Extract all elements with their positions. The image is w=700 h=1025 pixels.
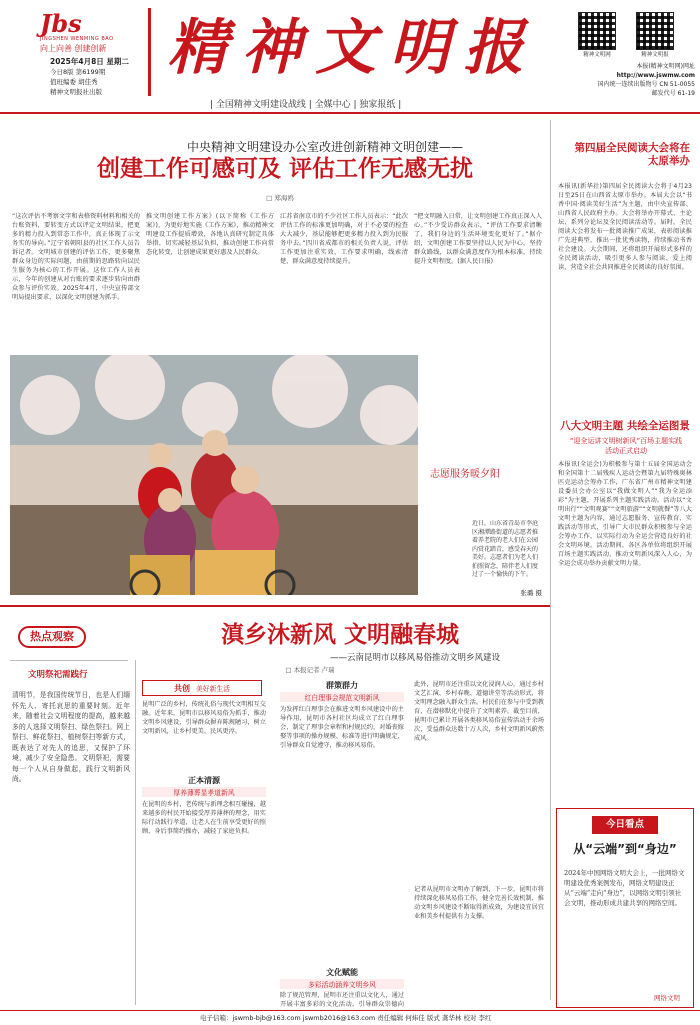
qr-icon <box>578 12 616 50</box>
story-column: 在昆明的乡村，老传统与新理念相互碰撞，越来越多的村民开始接受厚养薄葬的理念，用实际行动践行孝道，让老人在生前享受更好的照顾，身后事简约操办，减轻了家庭负担。 <box>142 801 266 835</box>
qr-code-newspaper[interactable] <box>636 12 679 58</box>
column-divider <box>135 660 136 1005</box>
section-rule <box>0 605 550 607</box>
issue-line: 精神文明报社出版 <box>50 88 102 96</box>
section-label: 正本清源 <box>188 776 220 785</box>
qr-label: 精神文明报 <box>641 52 669 58</box>
pub-info-line[interactable]: http://www.jswmw.com <box>616 72 695 79</box>
story-column: 为发挥红白理事会在推进文明乡风建设中的主导作用，昆明市各村社区均成立了红白理事会，制定了理事会章程和村规民约，对婚丧嫁娶等事项的操办规模、标准等进行明确规定，引导群众自觉遵守，推动移风易俗。 <box>280 706 404 749</box>
issue-date: 2025年4月8日 星期二 <box>50 57 129 66</box>
story-column: 记者从昆明市文明办了解到，下一步，昆明市将持续深化移风易俗工作，健全完善长效机制，推动文明乡风建设不断取得新成效，为建设宜居宜业和美乡村提供有力支撑。 <box>414 886 544 920</box>
story-column: 除了规范管理，昆明市还注重以文化人，通过开展丰富多彩的文化活动，引导群众崇德向 <box>280 992 404 1007</box>
side-column-body: 清明节，是我国传统节日，也是人们缅怀先人、寄托哀思的重要时刻。近年来，随着社会文明程度的提高，越来越多的人选择文明祭扫、绿色祭扫。网上祭扫、鲜花祭扫、植树祭扫等新方式，既表达了对先人的追思，又保护了环境，减少了安全隐患。文明祭祀，需要每一个人从自身做起，践行文明新风尚。 <box>12 691 130 783</box>
lead-kicker: 中央精神文明建设办公室改进创新精神文明创建—— <box>186 140 463 154</box>
section-label: 群策群力 <box>326 681 358 690</box>
hot-observation-badge: 热点观察 <box>18 626 86 648</box>
pub-info-line: 邮发代号 61-19 <box>651 90 695 97</box>
masthead-rule <box>0 112 700 114</box>
qr-code-website[interactable] <box>578 12 621 58</box>
logo-mark: Jbs <box>40 9 82 38</box>
second-subhead: ——云南昆明市以移风易俗推动文明乡风建设 <box>329 653 500 663</box>
today-highlight-body: 2024年中国网络文明大会上，一批网络文明建设优秀案例发布，网络文明建设正从“云端”走向“身边”，以网络文明引领社会文明，推动形成共建共享的网络空间。 <box>564 869 685 907</box>
section-subtitle: 厚养薄葬显孝道新风 <box>142 787 266 797</box>
today-highlight-headline[interactable]: 从“云端”到“身边” <box>573 842 677 856</box>
section-box <box>142 680 262 696</box>
second-byline: □ 本报记者 卢瑞 <box>285 666 335 674</box>
issue-info <box>50 57 140 97</box>
lead-byline: □ 郑海鸥 <box>266 194 294 202</box>
photo-credit: 张璐 摄 <box>520 589 542 597</box>
pub-info-line: 国内统一连续出版物号 CN 51-0055 <box>597 81 695 88</box>
masthead-tagline: | 全国精神文明建设战线 | 全媒中心 | 独家报纸 | <box>210 100 402 110</box>
newspaper-title: 精神文明报 <box>167 13 538 83</box>
logo-english: JINGSHEN WENMING BAO <box>40 36 114 42</box>
photo-caption: 近日，山东省青岛市李沧区湘潭路街道的志愿者推着养老院的老人们在公园内赏花踏青，感受春天的美好。志愿者们为老人们拍照留念，陪伴老人们度过了一个愉快的下午。 <box>472 520 539 578</box>
story-column: 昆明广泛的乡村，传统礼俗与现代文明相互交融。近年来，昆明市以移风易俗为抓手，推动文明乡风建设，引导群众摒弃陈规陋习，树立文明新风，让乡村更美、民风更淳。 <box>142 701 266 735</box>
lead-column: “把文明融入日常，让文明创建工作真正深入人心。”不少受访群众表示，“评估工作要求清晰了，我们身边的生活环境变化更好了。”据介绍，文明创建工作要坚持以人民为中心，坚持群众路线，以群众满意度作为根本标准，持续提升文明程度。(据人民日报) <box>414 213 542 265</box>
lead-column: “这次评估不考察文字和表格资料材料和相关的台账资料，要转变方式以评定文明结果，把更多的精力投入到常态工作中，真正体现了示文务实的导向。”辽宁省朝阳县的社区工作人员告诉记者。文明城市创建的评估工作，更多聚焦群众身边的实际问题，由前期的思路转向以民生服务为核心的工作开展。这位工作人员表示，今年的创建从对台账的要求逐步转向由群众参与评价实效。2025年4月，中央宣传部文明局提出要求，以深化文明创建为抓手。 <box>12 213 140 301</box>
qr-label: 精神文明网 <box>583 52 611 58</box>
pub-info-line: 本报(精神文明网)网址 <box>636 63 695 70</box>
divider <box>10 660 128 661</box>
side-column-headline[interactable]: 文明祭祀需践行 <box>28 670 88 680</box>
footer-credits: 电子信箱：jswmb-bjb@163.com jswmb2016@163.com 责任编辑 何炜佳 版式 龚华林 校对 李红 <box>0 1010 700 1025</box>
section-label: 文化赋能 <box>326 968 358 977</box>
masthead-divider <box>148 8 151 96</box>
story-column: 此外，昆明市还注重以文化浸润人心，通过乡村文艺汇演、乡村春晚、道德讲堂等活动形式，将文明理念融入群众生活。村民们在参与中受到教育，在潜移默化中提升了文明素养。截至目前，昆明市已累计开展各类移风易俗宣传活动千余场次，受益群众达数十万人次，乡村文明新风蔚然成风。 <box>414 681 544 742</box>
issue-line: 值班编委 胡佳秀 <box>50 78 98 86</box>
lead-column: 推文明创建工作方案》(以下简称《工作方案》)，为更好地实施《工作方案》，推动精神文明建设工作提质增效，各地认真研究制定具体举措，切实减轻基层负担，推动创建工作向常态化转变，让创建成果更好惠及人民群众。 <box>146 213 274 256</box>
today-highlight-badge: 今日看点 <box>592 816 658 834</box>
lead-headline[interactable]: 创建工作可感可及 评估工作无感无扰 <box>96 156 473 182</box>
reading-conference-headline[interactable]: 第四届全民阅读大会将在太原举办 <box>574 142 690 167</box>
issue-line: 今日8版 第6199期 <box>50 68 106 76</box>
publication-info <box>560 62 695 98</box>
today-highlight-source: 网络文明 <box>654 994 680 1002</box>
column-divider <box>550 120 551 1000</box>
second-headline[interactable]: 滇乡沐新风 文明融春城 <box>220 622 459 648</box>
lead-column: 江苏省南京市的不少社区工作人员表示：“此次评估工作的标准更加明确，对于不必要的检查大大减少，基层能够把更多精力投入到为民服务中去。”四川省成都市的相关负责人说，评估工作更加注重实效，工作要求明确，线索清楚，群众满意度持续提升。 <box>280 213 408 265</box>
volunteer-photo[interactable] <box>10 355 418 595</box>
reading-conference-body: 本报讯(新华社)第四届全民阅读大会将于4月23日至25日在山西省太原市举办。本届大会以“书香中国·阅读美好生活”为主题，由中央宣传部、山西省人民政府主办。大会将举办开幕式、主论坛、系列分论坛及全民阅读活动等。届时，全民阅读大会将发布一批阅读推广成果，表彰阅读推广先进典型，推出一批优秀读物，持续推动书香社会建设。大会期间，还将组织开展形式多样的全民阅读活动，吸引更多人参与阅读、爱上阅读，营造全社会共同推进全民阅读的良好氛围。 <box>558 183 692 271</box>
section-label: 共创 <box>174 683 190 693</box>
section-subtitle: 红白理事会规范文明新风 <box>280 692 404 702</box>
logo-slogan: 向上向善 创建创新 <box>40 44 107 53</box>
newspaper-logo <box>40 9 130 54</box>
qr-icon <box>636 12 674 50</box>
national-games-body: 本报讯(全运会)为积极参与第十五届全国运动会和全国第十二届残疾人运动会暨第九届特殊奥林匹克运动会筹办工作，广东省广州市精神文明建设委员会办公室以“我做文明人”“我为全运添彩”为主题，开展系列主题实践活动。活动以“文明出行”“文明观赛”“文明旅游”“文明就餐”等八大文明主题为内容，通过志愿服务、宣传教育、实践活动等形式，引导广大市民群众积极参与全运会筹办工作，以实际行动为全运会营造良好的社会文明环境。活动期间，各区各单位将组织开展百场主题实践活动，推动文明新风深入人心，为全运会成功举办贡献文明力量。 <box>558 461 692 567</box>
photo-caption-headline: 志愿服务暖夕阳 <box>430 469 500 480</box>
national-games-headline[interactable]: 八大文明主题 共绘全运图景 <box>560 420 690 432</box>
section-subtitle: 多彩活动涵养文明乡风 <box>280 979 404 989</box>
section-subtitle: 美好新生活 <box>196 685 230 693</box>
national-games-subhead: “迎全运讲文明树新风”百场主题实践活动正式启动 <box>569 437 683 455</box>
photo-illustration <box>10 355 418 595</box>
